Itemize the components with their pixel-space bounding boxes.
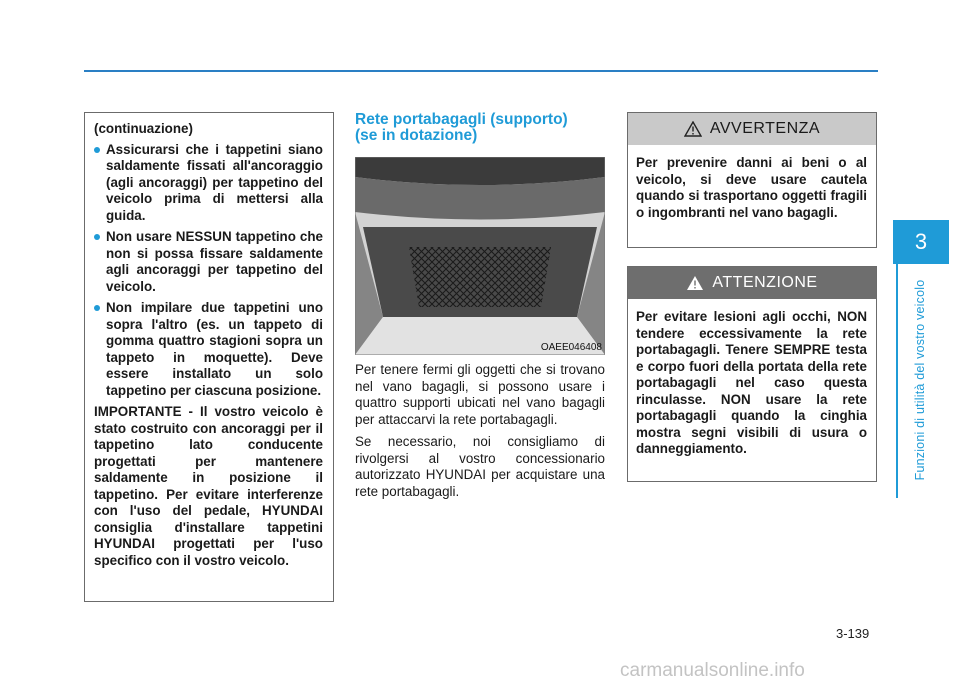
floor-mat-bullet-list [94,142,323,400]
warning-header [628,113,876,145]
header-rule [84,70,878,72]
important-note: IMPORTANTE - Il vostro veicolo è stato costruito con ancoraggi per il tappetino lato conducente progettati per mantenere saldamente in posizione il tappetino. Per evitare interferenze con l'uso del pedale, HYUNDAI consiglia d'installare tappetini HYUNDAI progettati per l'uso specifico con il vostro veicolo. [94,404,323,568]
warning-box [627,112,877,248]
chapter-number-tab: 3 [893,220,949,264]
chapter-side-line [896,264,898,498]
caution-header [628,267,876,299]
warning-triangle-icon [684,121,702,137]
body-paragraph: Se necessario, noi consigliamo di rivolgersi al vostro concessionario autorizzato HYUNDAI per acquistare una rete portabagagli. [355,434,605,499]
cargo-net-photo [355,157,605,355]
list-item: Assicurarsi che i tappetini siano saldamente fissati all'ancoraggio (agli ancoraggi) per tappetino del veicolo prima di mettersi alla guida. [94,142,323,225]
warning-text: Per prevenire danni ai beni o al veicolo, si deve usare cautela quando si trasportano oggetti fragili o ingombranti nel vano bagagli. [636,155,867,220]
warning-heading: AVVERTENZA [709,120,821,137]
caution-text: Per evitare lesioni agli occhi, NON tendere eccessivamente la rete portabagagli. Tenere SEMPRE testa e corpo fuori della portata della rete portabagagli nel caso questa rinculasse. NON usare la rete portabagagli quando la cinghia mostra segni visibili di usura o danneggiamento. [636,309,867,456]
watermark: carmanualsonline.info [620,660,805,681]
floor-mat-continuation-box [84,112,334,602]
chapter-title: Funzioni di utilità del vostro veicolo [913,279,927,481]
list-item: Non impilare due tappetini uno sopra l'altro (es. un tappeto di gomma quattro stagioni sopra un tappeto in moquette). Deve essere installato un solo tappetino per ciascuna posizione. [94,300,323,399]
section-title-line1: Rete portabagagli (supporto) [355,111,568,128]
list-item: Non usare NESSUN tappetino che non si possa fissare saldamente agli ancoraggi per tappetino del veicolo. [94,229,323,295]
image-code: OAEE046408 [540,342,602,353]
caution-triangle-icon [686,275,704,291]
section-body [355,362,605,506]
continuation-label: (continuazione) [94,121,193,136]
section-title-line2: (se in dotazione) [355,127,478,144]
body-paragraph: Per tenere fermi gli oggetti che si trovano nel vano bagagli, si possono usare i quattro supporti ubicati nel vano bagagli per attaccarvi la rete portabagagli. [355,362,605,427]
caution-box [627,266,877,482]
caution-heading: ATTENZIONE [712,274,818,291]
section-title [355,112,605,144]
page-number: 3-139 [836,626,870,641]
cargo-area-illustration [355,157,605,355]
